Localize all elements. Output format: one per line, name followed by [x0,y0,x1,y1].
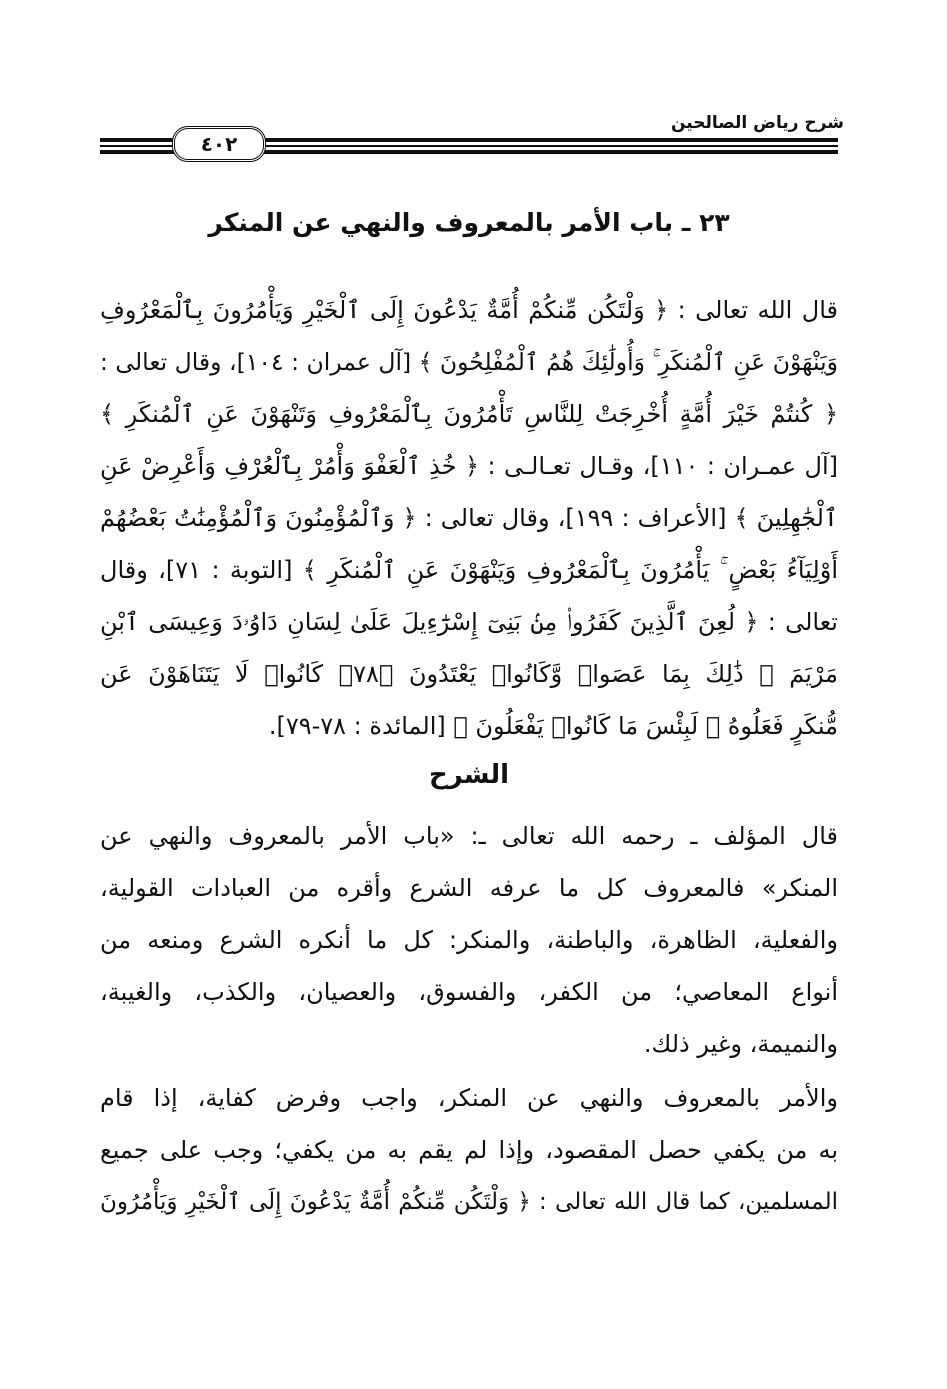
paragraph-line: المسلمين، كما قال الله تعالى : ﴿ وَلْتَكُن مِّنكُمْ أُمَّةٌ يَدْعُونَ إِلَى ٱلْخَيْرِ وَيَأْمُرُونَ [100,1189,838,1215]
commentary-paragraph-2 [100,1074,838,1234]
paragraph-line: والأمر بالمعروف والنهي عن المنكر، واجب وفرض كفاية، إذا قام [100,1084,838,1112]
paragraph-line: قال المؤلف ـ رحمه الله تعالى ـ: «باب الأمر بالمعروف والنهي عن [100,822,838,850]
verse-line: مُّنكَرٍ فَعَلُوهُ ۚ لَبِئْسَ مَا كَانُوا۟ يَفْعَلُونَ ﴾ [المائدة : ٧٨-٧٩]. [268,712,838,740]
paragraph-line: به من يكفي حصل المقصود، وإذا لم يقم به من يكفي؛ وجب على جميع [100,1136,838,1164]
verse-line: قال الله تعالى : ﴿ وَلْتَكُن مِّنكُمْ أُمَّةٌ يَدْعُونَ إِلَى ٱلْخَيْرِ وَيَأْمُرُونَ بِٱلْمَعْرُوفِ [100,296,838,324]
verse-line: تعالى : ﴿ لُعِنَ ٱلَّذِينَ كَفَرُوا۟ مِنۢ بَنِىٓ إِسْرَٰٓءِيلَ عَلَىٰ لِسَانِ دَاوُۥدَ وَعِيسَى ٱبْنِ [100,608,838,636]
paragraph-line: والفعلية، الظاهرة، والباطنة، والمنكر: كل ما أنكره الشرع ومنعه من [100,926,838,954]
verse-line: [آل عمـران : ١١٠]، وقـال تعـالـى : ﴿ خُذِ ٱلْعَفْوَ وَأْمُرْ بِٱلْعُرْفِ وَأَعْرِضْ عَنِ [100,452,838,480]
verses-block [100,286,838,766]
verse-line: وَيَنْهَوْنَ عَنِ ٱلْمُنكَرِ ۚ وَأُولَٰئِكَ هُمُ ٱلْمُفْلِحُونَ ﴾ [آل عمران : ١٠٤]، وقال تعالى : [100,348,838,376]
paragraph-line: أنواع المعاصي؛ من الكفر، والفسوق، والعصيان، والكذب، والغيبة، [100,978,838,1006]
page-number: ٤٠٢ [172,126,266,162]
verse-line: ﴿ كُنتُمْ خَيْرَ أُمَّةٍ أُخْرِجَتْ لِلنَّاسِ تَأْمُرُونَ بِٱلْمَعْرُوفِ وَتَنْهَوْنَ عَنِ ٱلْمُنكَرِ ﴾ [100,400,838,428]
chapter-title: ٢٣ ـ باب الأمر بالمعروف والنهي عن المنكر [208,208,730,237]
paragraph-line: والنميمة، وغير ذلك. [643,1030,838,1058]
verse-line: مَرْيَمَ ۚ ذَٰلِكَ بِمَا عَصَوا۟ وَّكَانُوا۟ يَعْتَدُونَ ﴿٧٨﴾ كَانُوا۟ لَا يَتَنَاهَوْنَ عَن [100,660,838,688]
verse-line: أَوْلِيَآءُ بَعْضٍ ۚ يَأْمُرُونَ بِٱلْمَعْرُوفِ وَيَنْهَوْنَ عَنِ ٱلْمُنكَرِ ﴾ [التوبة : ٧١]، وقال [100,556,838,584]
verse-line: ٱلْجَٰهِلِينَ ﴾ [الأعراف : ١٩٩]، وقال تعالى : ﴿ وَٱلْمُؤْمِنُونَ وَٱلْمُؤْمِنَٰتُ بَعْضُهُمْ [100,504,838,532]
commentary-paragraph-1 [100,812,838,1072]
section-heading: الشرح [428,760,510,790]
paragraph-line: المنكر» فالمعروف كل ما عرفه الشرع وأقره من العبادات القولية، [100,874,838,902]
running-title: شرح رياض الصالحين [670,113,844,133]
